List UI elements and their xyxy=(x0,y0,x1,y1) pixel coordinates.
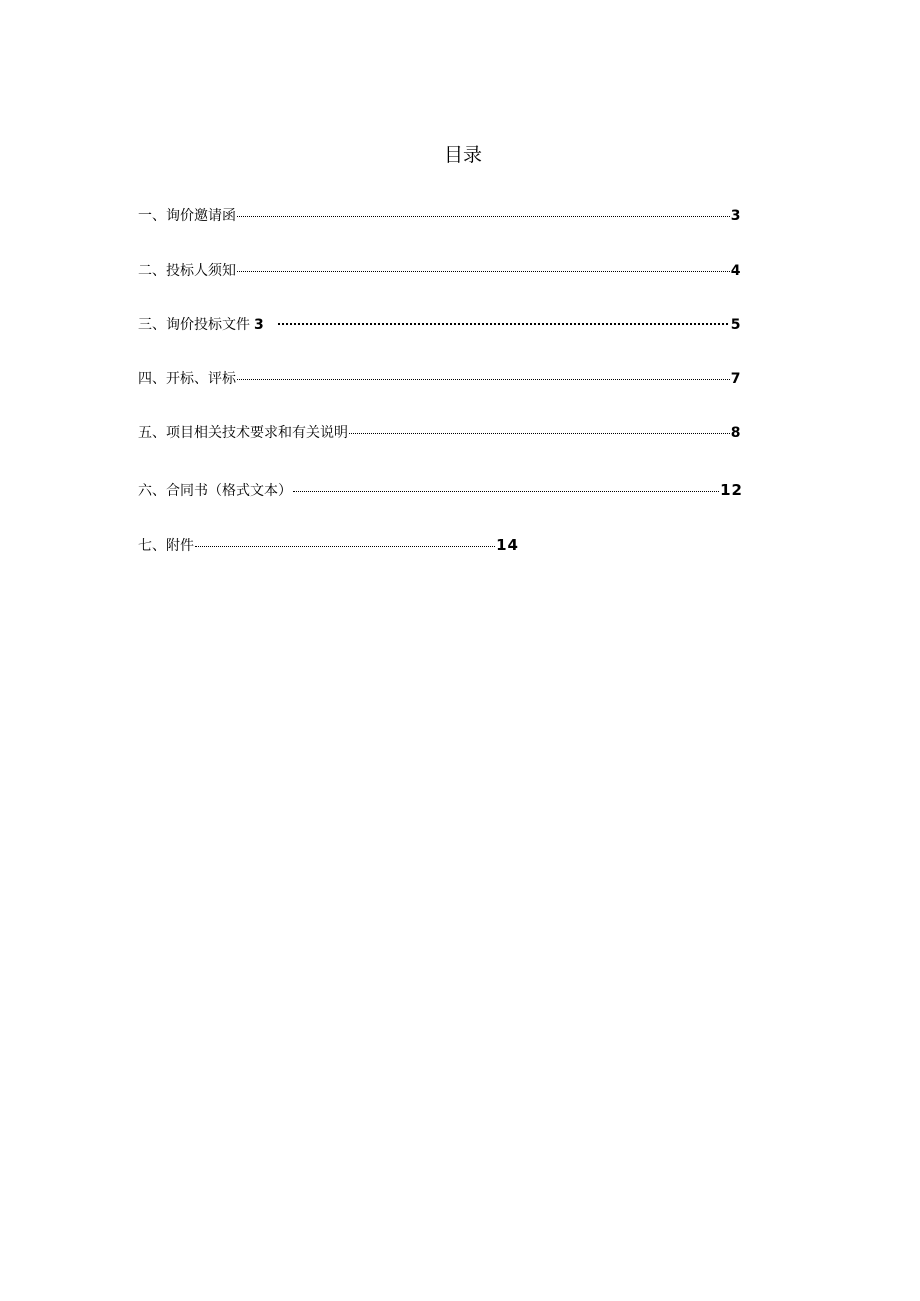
toc-entry[interactable] xyxy=(138,261,741,281)
toc-entry-label-number: 3 xyxy=(254,317,264,333)
toc-entry-page: 14 xyxy=(496,536,519,554)
toc-entry-label: 三、询价投标文件 xyxy=(138,317,250,333)
toc-entry[interactable] xyxy=(138,315,741,335)
toc-entry[interactable] xyxy=(138,369,741,389)
toc-title: 目录 xyxy=(443,144,482,166)
toc-entry-label: 二、投标人须知 xyxy=(138,263,236,279)
toc-entry-label: 四、开标、评标 xyxy=(138,371,236,387)
toc-entry[interactable] xyxy=(138,480,743,501)
toc-entry-label: 五、项目相关技术要求和有关说明 xyxy=(138,425,348,441)
toc-entry-page: 4 xyxy=(730,263,741,279)
toc-entry-page: 7 xyxy=(730,371,741,387)
dot-leader xyxy=(237,216,730,217)
toc-entry[interactable] xyxy=(138,206,741,226)
dot-leader xyxy=(349,433,730,434)
toc-entry[interactable] xyxy=(138,535,519,556)
toc-entry-label: 七、附件 xyxy=(138,538,194,554)
toc-entry-label: 一、询价邀请函 xyxy=(138,208,236,224)
toc-entry-page: 5 xyxy=(730,317,741,333)
toc-entry-page: 8 xyxy=(730,425,741,441)
toc-entry-label: 六、合同书（格式文本） xyxy=(138,483,292,499)
dot-leader xyxy=(293,491,719,492)
dot-leader xyxy=(195,546,495,547)
toc-entry[interactable] xyxy=(138,423,741,443)
toc-entry-page: 12 xyxy=(720,481,743,499)
toc-entry-page: 3 xyxy=(730,208,741,224)
dot-leader xyxy=(278,323,728,325)
dot-leader xyxy=(237,271,730,272)
dot-leader xyxy=(237,379,730,380)
